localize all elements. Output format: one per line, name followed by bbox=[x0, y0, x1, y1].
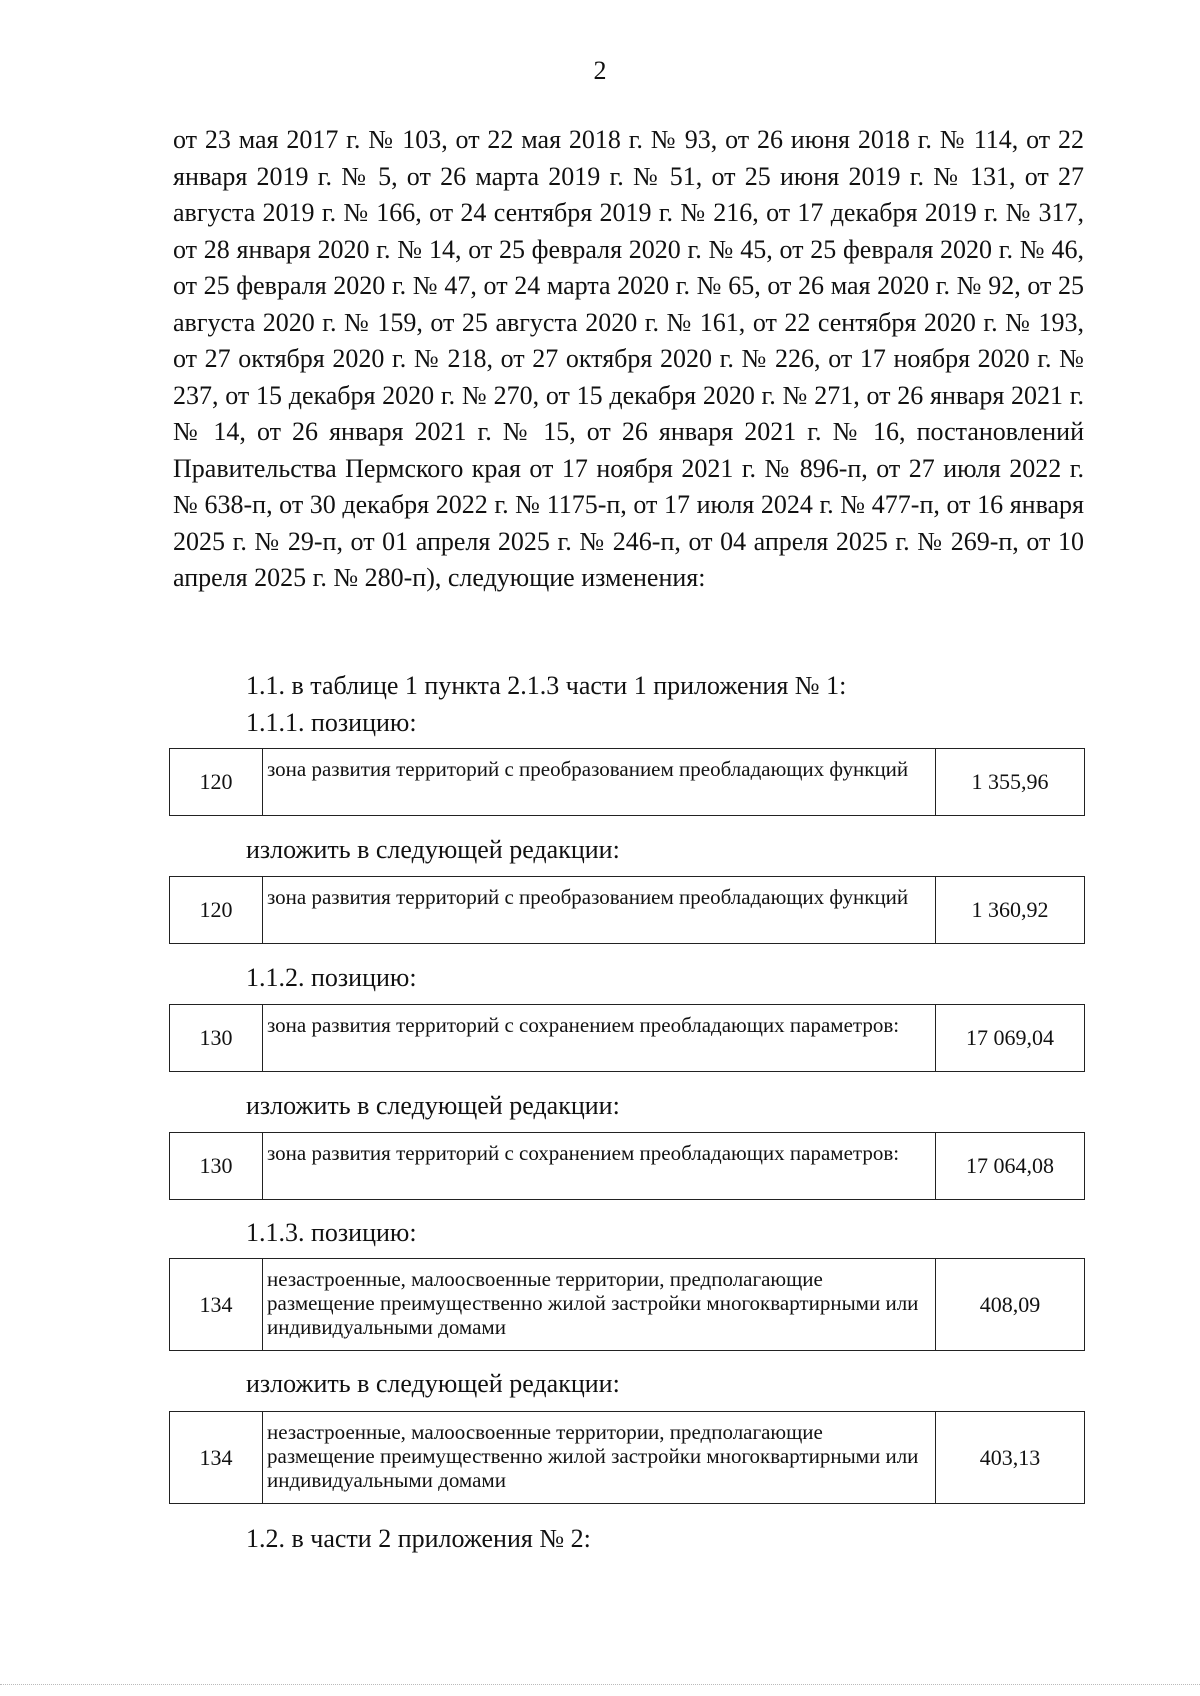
restate-heading-3: изложить в следующей редакции: bbox=[246, 1369, 620, 1398]
table-row bbox=[169, 748, 1085, 816]
table-row bbox=[169, 1258, 1085, 1351]
position-description: зона развития территорий с преобразованием преобладающих функций bbox=[263, 877, 936, 943]
position-description: незастроенные, малоосвоенные территории, предполагающие размещение преимущественно жилой застройки многоквартирными или индивидуальными домами bbox=[263, 1412, 936, 1503]
heading-1-1: 1.1. в таблице 1 пункта 2.1.3 части 1 приложения № 1: bbox=[246, 671, 847, 700]
heading-1-2: 1.2. в части 2 приложения № 2: bbox=[246, 1524, 591, 1553]
table-row bbox=[169, 1004, 1085, 1072]
position-number: 120 bbox=[170, 877, 263, 943]
position-description: незастроенные, малоосвоенные территории, предполагающие размещение преимущественно жилой застройки многоквартирными или индивидуальными домами bbox=[263, 1259, 936, 1350]
restate-heading-2: изложить в следующей редакции: bbox=[246, 1091, 620, 1120]
position-value: 1 355,96 bbox=[971, 769, 1049, 794]
intro-paragraph: от 23 мая 2017 г. № 103, от 22 мая 2018 г. № 93, от 26 июня 2018 г. № 114, от 22 января 2019 г. № 5, от 26 марта 2019 г. № 51, от 25 июня 2019 г. № 131, от 27 августа 2019 г. № 166, от 24 сентября 2019 г. № 216, от 17 декабря 2019 г. № 317, от 28 января 2020 г. № 14, от 25 февраля 2020 г. № 45, от 25 февраля 2020 г. № 46, от 25 февраля 2020 г. № 47, от 24 марта 2020 г. № 65, от 26 мая 2020 г. № 92, от 25 августа 2020 г. № 159, от 25 августа 2020 г. № 161, от 22 сентября 2020 г. № 193, от 27 октября 2020 г. № 218, от 27 октября 2020 г. № 226, от 17 ноября 2020 г. № 237, от 15 декабря 2020 г. № 270, от 15 декабря 2020 г. № 271, от 26 января 2021 г. № 14, от 26 января 2021 г. № 15, от 26 января 2021 г. № 16, постановлений Правительства Пермского края от 17 ноября 2021 г. № 896-п, от 27 июля 2022 г. № 638-п, от 30 декабря 2022 г. № 1175-п, от 17 июля 2024 г. № 477-п, от 16 января 2025 г. № 29-п, от 01 апреля 2025 г. № 246-п, от 04 апреля 2025 г. № 269-п, от 10 апреля 2025 г. № 280-п), следующие изменения: bbox=[173, 125, 1084, 592]
table-row bbox=[169, 1411, 1085, 1504]
position-value: 408,09 bbox=[979, 1291, 1041, 1317]
position-number: 134 bbox=[170, 1412, 263, 1503]
table-row bbox=[169, 876, 1085, 944]
position-description: зона развития территорий с преобразованием преобладающих функций bbox=[263, 749, 936, 815]
position-number: 130 bbox=[170, 1133, 263, 1199]
restate-heading-1: изложить в следующей редакции: bbox=[246, 835, 620, 864]
page-number: 2 bbox=[593, 56, 607, 85]
position-number: 120 bbox=[170, 749, 263, 815]
position-value: 1 360,92 bbox=[971, 897, 1049, 922]
position-value: 403,13 bbox=[979, 1444, 1041, 1470]
position-number: 134 bbox=[170, 1259, 263, 1350]
heading-1-1-3: 1.1.3. позицию: bbox=[246, 1218, 417, 1247]
table-row bbox=[169, 1132, 1085, 1200]
position-description: зона развития территорий с сохранением преобладающих параметров: bbox=[263, 1005, 936, 1071]
position-number: 130 bbox=[170, 1005, 263, 1071]
position-value: 17 069,04 bbox=[966, 1025, 1054, 1050]
position-value: 17 064,08 bbox=[966, 1153, 1054, 1178]
scan-edge-divider bbox=[0, 1684, 1200, 1685]
position-description: зона развития территорий с сохранением преобладающих параметров: bbox=[263, 1133, 936, 1199]
heading-1-1-1: 1.1.1. позицию: bbox=[246, 708, 417, 737]
heading-1-1-2: 1.1.2. позицию: bbox=[246, 963, 417, 992]
